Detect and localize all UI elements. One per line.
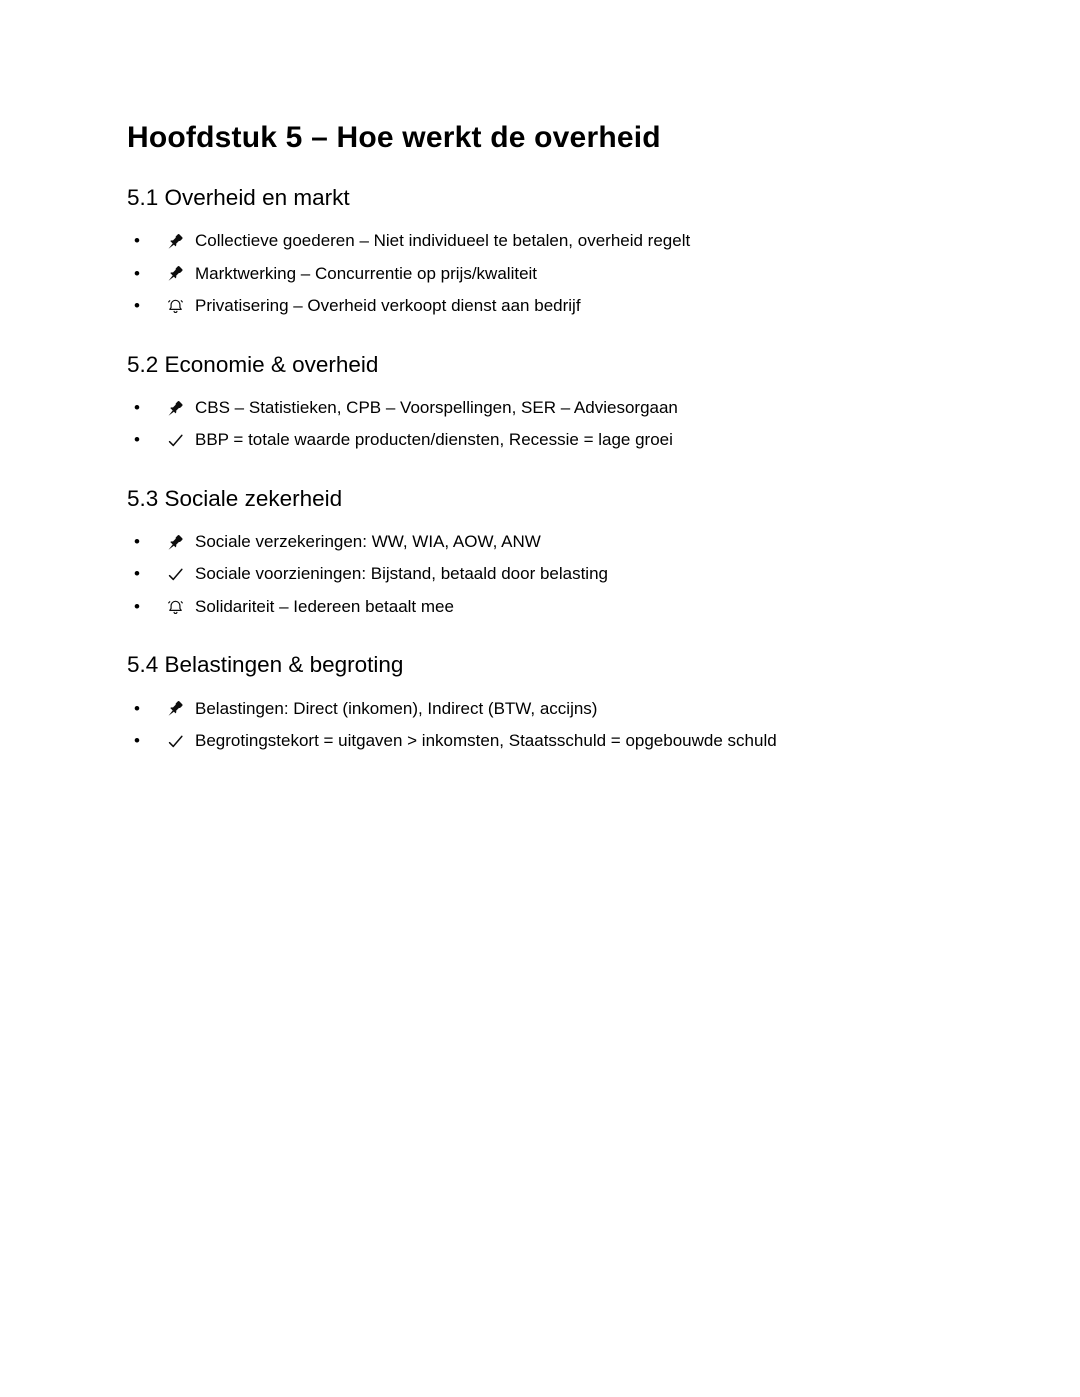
check-icon bbox=[164, 430, 186, 452]
list-item bbox=[127, 258, 970, 291]
pin-icon bbox=[164, 531, 186, 553]
page-title: Hoofdstuk 5 – Hoe werkt de overheid bbox=[127, 121, 661, 154]
bullet-marker: • bbox=[134, 397, 140, 417]
list-item bbox=[127, 225, 970, 258]
bullet-marker: • bbox=[134, 296, 140, 316]
bullet-marker: • bbox=[134, 564, 140, 584]
section-heading: 5.1 Overheid en markt bbox=[127, 185, 350, 210]
bullet-marker: • bbox=[134, 263, 140, 283]
bullet-marker: • bbox=[134, 430, 140, 450]
list-item bbox=[127, 725, 970, 758]
list-item-text: Collectieve goederen – Niet individueel te betalen, overheid regelt bbox=[195, 231, 691, 251]
list-item-text: Marktwerking – Concurrentie op prijs/kwaliteit bbox=[195, 263, 538, 283]
section-item-list bbox=[127, 392, 970, 457]
list-item bbox=[127, 290, 970, 323]
bell-icon bbox=[164, 295, 186, 317]
pin-icon bbox=[164, 230, 186, 252]
bullet-marker: • bbox=[134, 231, 140, 251]
list-item-text: CBS – Statistieken, CPB – Voorspellingen, SER – Adviesorgaan bbox=[195, 397, 678, 417]
list-item bbox=[127, 693, 970, 726]
list-item-text: Sociale voorzieningen: Bijstand, betaald door belasting bbox=[195, 564, 608, 584]
list-item-text: Privatisering – Overheid verkoopt dienst aan bedrijf bbox=[195, 296, 581, 316]
bullet-marker: • bbox=[134, 596, 140, 616]
list-item-text: Begrotingstekort = uitgaven > inkomsten, Staatsschuld = opgebouwde schuld bbox=[195, 731, 777, 750]
list-item bbox=[127, 424, 970, 457]
document-body bbox=[127, 184, 970, 758]
list-item bbox=[127, 526, 970, 559]
pin-icon bbox=[164, 698, 186, 720]
list-item bbox=[127, 591, 970, 624]
list-item-text: BBP = totale waarde producten/diensten, Recessie = lage groei bbox=[195, 430, 673, 450]
bullet-marker: • bbox=[134, 731, 140, 750]
pin-icon bbox=[164, 263, 186, 285]
bell-icon bbox=[164, 596, 186, 618]
pin-icon bbox=[164, 397, 186, 419]
bullet-marker: • bbox=[134, 698, 140, 718]
list-item bbox=[127, 558, 970, 591]
section-heading: 5.3 Sociale zekerheid bbox=[127, 485, 343, 511]
list-item-text: Sociale verzekeringen: WW, WIA, AOW, ANW bbox=[195, 531, 541, 551]
section-heading: 5.4 Belastingen & begroting bbox=[127, 652, 404, 678]
check-icon bbox=[164, 730, 186, 752]
section-item-list bbox=[127, 693, 970, 758]
section-item-list bbox=[127, 225, 970, 323]
list-item bbox=[127, 392, 970, 425]
bullet-marker: • bbox=[134, 531, 140, 551]
list-item-text: Belastingen: Direct (inkomen), Indirect (BTW, accijns) bbox=[195, 698, 598, 718]
section-heading: 5.2 Economie & overheid bbox=[127, 351, 379, 377]
check-icon bbox=[164, 564, 186, 586]
section-item-list bbox=[127, 526, 970, 624]
list-item-text: Solidariteit – Iedereen betaalt mee bbox=[195, 596, 454, 616]
